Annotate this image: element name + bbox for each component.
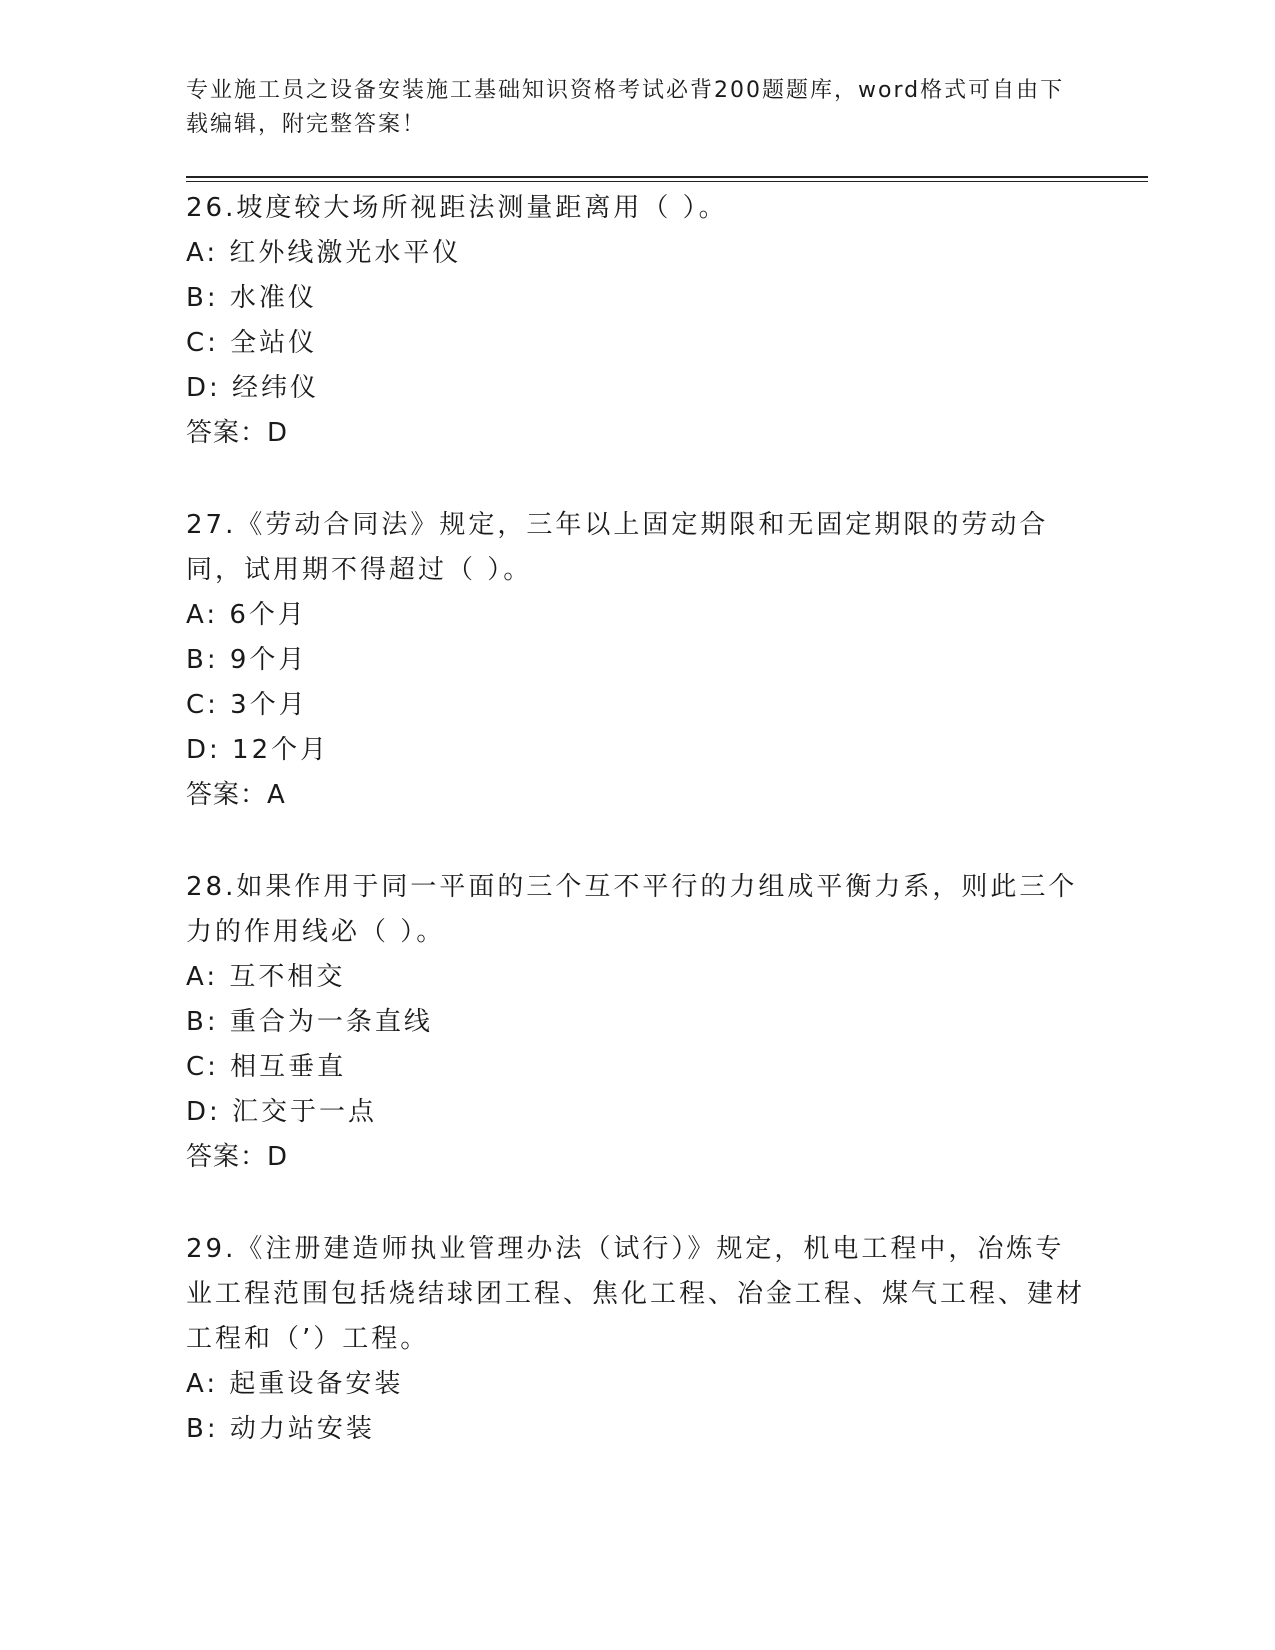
question-stem: 26.坡度较大场所视距法测量距离用（ ）。 xyxy=(186,193,728,223)
answer-line: 答案：D xyxy=(186,1142,289,1172)
question-26 xyxy=(186,186,1086,456)
option-b: B: 水准仪 xyxy=(186,283,317,313)
option-a: A: 互不相交 xyxy=(186,962,346,992)
question-28 xyxy=(186,865,1086,1180)
question-stem: 29.《注册建造师执业管理办法（试行）》规定，机电工程中，冶炼专业工程范围包括烧结球团工程、焦化工程、冶金工程、煤气工程、建材工程和（’）工程。 xyxy=(186,1234,1086,1354)
header-divider-thin xyxy=(186,181,1148,182)
answer-line: 答案：D xyxy=(186,418,289,448)
option-a: A: 红外线激光水平仪 xyxy=(186,238,462,268)
option-b: B: 重合为一条直线 xyxy=(186,1007,433,1037)
option-d: D: 经纬仪 xyxy=(186,373,320,403)
option-c: C: 全站仪 xyxy=(186,328,318,358)
option-c: C: 相互垂直 xyxy=(186,1052,347,1082)
option-a: A: 起重设备安装 xyxy=(186,1369,404,1399)
question-stem: 27.《劳动合同法》规定，三年以上固定期限和无固定期限的劳动合同，试用期不得超过（ ）。 xyxy=(186,510,1049,585)
option-b: B: 动力站安装 xyxy=(186,1414,375,1444)
option-b: B: 9个月 xyxy=(186,645,308,675)
question-list xyxy=(186,186,1086,1499)
question-27 xyxy=(186,503,1086,818)
option-c: C: 3个月 xyxy=(186,690,308,720)
document-header: 专业施工员之设备安装施工基础知识资格考试必背200题题库，word格式可自由下载编辑，附完整答案！ xyxy=(186,78,1065,137)
question-29 xyxy=(186,1227,1086,1452)
answer-line: 答案：A xyxy=(186,780,286,810)
option-a: A: 6个月 xyxy=(186,600,307,630)
header-divider-thick xyxy=(186,176,1148,178)
question-stem: 28.如果作用于同一平面的三个互不平行的力组成平衡力系，则此三个力的作用线必（ ）。 xyxy=(186,872,1078,947)
option-d: D: 12个月 xyxy=(186,735,330,765)
option-d: D: 汇交于一点 xyxy=(186,1097,378,1127)
